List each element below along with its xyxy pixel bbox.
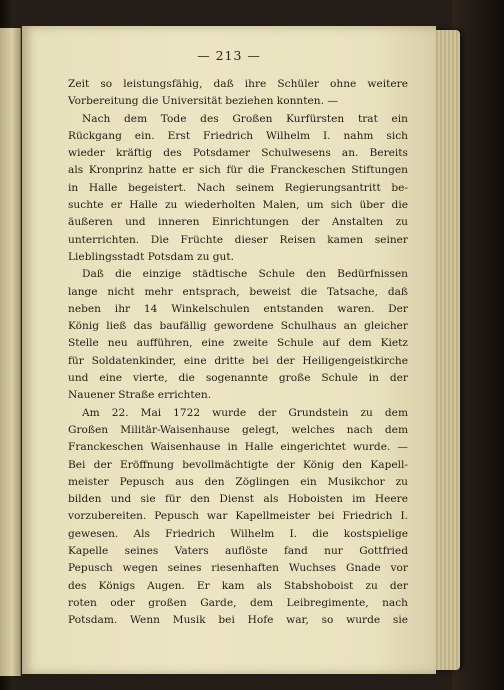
text-line: Daß die einzige städtische Schule den Bedürfnissen — [82, 268, 408, 281]
text-line: Vorbereitung die Universität beziehen konnten. — — [68, 95, 338, 108]
text-line: äußeren und inneren Einrichtungen der Anstalten zu — [68, 216, 408, 229]
text-line: meister Pepusch aus den Zöglingen ein Musikchor zu — [68, 475, 408, 488]
text-line: lange nicht mehr entsprach, beweist die Tatsache, daß — [68, 285, 408, 298]
text-line: gewesen. Als Friedrich Wilhelm I. die kostspielige — [68, 527, 408, 540]
text-line: bilden und sie für den Dienst als Hoboisten im Heere — [68, 493, 408, 506]
body-text — [68, 76, 408, 630]
text-line: Bei der Eröffnung bevollmächtigte der König den Kapell- — [68, 458, 408, 471]
text-line: König ließ das baufällig gewordene Schulhaus an gleicher — [68, 320, 408, 333]
text-line: Kapelle seines Vaters auflöste fand nur Gottfried — [68, 545, 408, 558]
text-line: Franckeschen Waisenhause in Halle eingerichtet wurde. — — [68, 441, 408, 454]
text-line: unterrichten. Die Früchte dieser Reisen kamen seiner — [68, 233, 408, 246]
text-line: für Soldatenkinder, eine dritte bei der Heiligengeistkirche — [68, 354, 408, 367]
text-line: Großen Militär-Waisenhause gelegt, welches nach dem — [68, 423, 408, 436]
text-line: Potsdam. Wenn Musik bei Hofe war, so wurde sie — [68, 614, 408, 627]
text-line: wieder kräftig des Potsdamer Schulwesens an. Bereits — [68, 147, 408, 160]
text-line: Pepusch wegen seines riesenhaften Wuchses Gnade vor — [68, 562, 408, 575]
text-line: Nauener Straße errichten. — [68, 389, 212, 402]
text-line: und eine vierte, die sogenannte große Schule in der — [68, 372, 408, 385]
text-line: Nach dem Tode des Großen Kurfürsten trat ein — [82, 112, 408, 125]
text-line: Rückgang ein. Erst Friedrich Wilhelm I. nahm sich — [68, 129, 408, 142]
text-line: neben ihr 14 Winkelschulen entstanden waren. Der — [68, 302, 408, 315]
left-page-edge — [0, 28, 21, 676]
text-line: Stelle neu aufführen, eine zweite Schule auf dem Kietz — [68, 337, 408, 350]
book-page — [22, 26, 436, 674]
text-line: Zeit so leistungsfähig, daß ihre Schüler ohne weitere — [68, 78, 408, 90]
text-line: als Kronprinz hatte er sich für die Franckeschen Stiftungen — [68, 164, 408, 177]
text-line: Am 22. Mai 1722 wurde der Grundstein zu dem — [82, 406, 408, 419]
page-number: — 213 — — [197, 48, 261, 63]
text-line: suchte er Halle zu wiederholten Malen, um sich über die — [68, 199, 408, 212]
text-line: roten oder großen Garde, dem Leibregimente, nach — [68, 596, 408, 609]
text-line: Lieblingsstadt Potsdam zu gut. — [68, 250, 234, 263]
text-line: vorzubereiten. Pepusch war Kapellmeister bei Friedrich I. — [68, 510, 408, 523]
text-line: des Königs Augen. Er kam als Stabshoboist zu der — [68, 579, 408, 592]
text-line: in Halle begeistert. Nach seinem Regierungsantritt be- — [68, 181, 408, 194]
